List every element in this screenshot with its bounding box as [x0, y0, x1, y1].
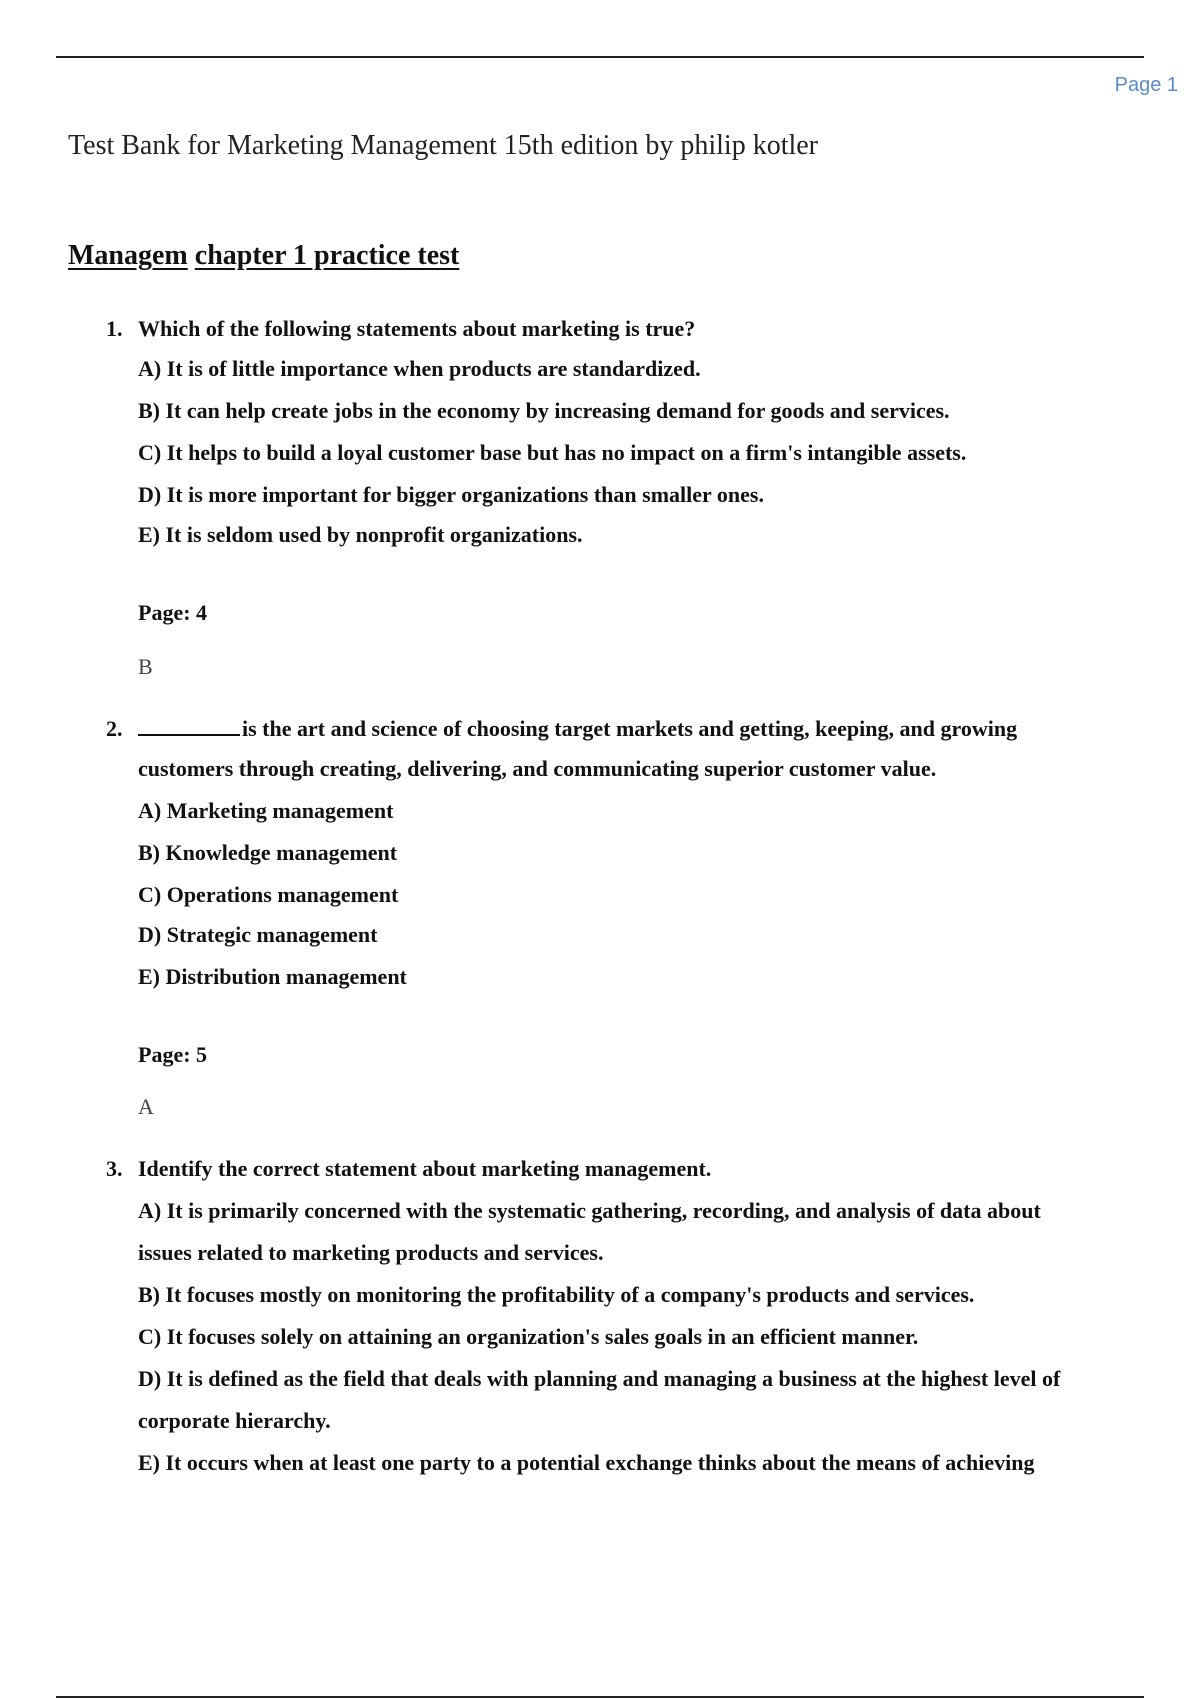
question-2-option-b: B) Knowledge management [138, 840, 398, 865]
question-1-option-d: D) It is more important for bigger organizations than smaller ones. [138, 482, 764, 507]
question-1-answer: B [138, 654, 153, 679]
question-1-option-a: A) It is of little importance when products are standardized. [138, 356, 701, 381]
chapter-title-part2: chapter 1 practice test [194, 240, 460, 271]
question-1-page-ref: Page: 4 [138, 600, 208, 625]
question-2-option-e: E) Distribution management [138, 964, 407, 989]
question-2-number: 2. [106, 716, 123, 741]
answer-blank [138, 716, 240, 736]
document-title: Test Bank for Marketing Management 15th edition by philip kotler [68, 130, 818, 161]
question-1-option-c: C) It helps to build a loyal customer base but has no impact on a firm's intangible assets. [138, 440, 967, 465]
question-1-option-e: E) It is seldom used by nonprofit organizations. [138, 522, 583, 547]
page-number: Page 1 [1114, 74, 1178, 96]
question-3-option-a-line2: issues related to marketing products and services. [138, 1240, 604, 1265]
question-3-option-c: C) It focuses solely on attaining an organization's sales goals in an efficient manner. [138, 1324, 919, 1349]
question-2-option-d: D) Strategic management [138, 922, 378, 947]
question-3-option-e: E) It occurs when at least one party to a potential exchange thinks about the means of achieving [138, 1450, 1035, 1475]
chapter-title-part1: Managem [68, 240, 188, 271]
question-2-option-c: C) Operations management [138, 882, 399, 907]
question-2-text-1: is the art and science of choosing target markets and getting, keeping, and growing [242, 716, 1018, 741]
question-3-number: 3. [106, 1156, 123, 1181]
chapter-title [68, 240, 459, 272]
question-2-page-ref: Page: 5 [138, 1042, 208, 1067]
question-2-option-a: A) Marketing management [138, 798, 394, 823]
question-1-number: 1. [106, 316, 123, 341]
question-3-option-b: B) It focuses mostly on monitoring the profitability of a company's products and services. [138, 1282, 975, 1307]
question-3-text: Identify the correct statement about marketing management. [138, 1156, 712, 1181]
question-2-text-line2: customers through creating, delivering, and communicating superior customer value. [138, 756, 937, 781]
question-2-text-line1 [138, 716, 1017, 742]
bottom-rule [56, 1696, 1144, 1698]
question-3-option-d-line2: corporate hierarchy. [138, 1408, 331, 1433]
question-1-option-b: B) It can help create jobs in the economy by increasing demand for goods and services. [138, 398, 950, 423]
question-3-option-a-line1: A) It is primarily concerned with the systematic gathering, recording, and analysis of data about [138, 1198, 1041, 1223]
top-rule [56, 56, 1144, 58]
question-2-answer: A [138, 1094, 154, 1119]
question-1-text: Which of the following statements about marketing is true? [138, 316, 696, 341]
question-3-option-d-line1: D) It is defined as the field that deals with planning and managing a business at the highest level of [138, 1366, 1061, 1391]
